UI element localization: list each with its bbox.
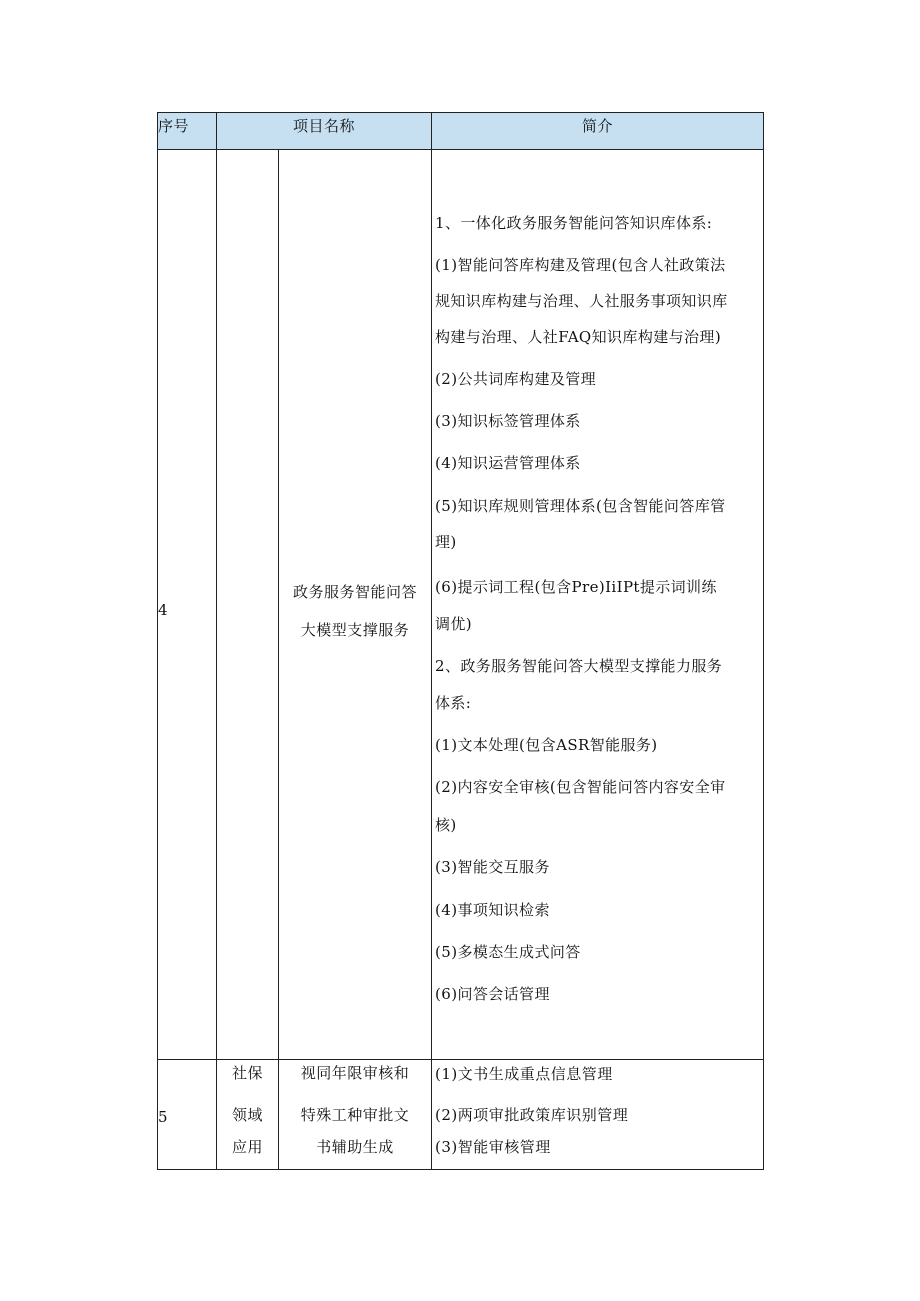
header-name: 项目名称	[292, 117, 355, 135]
intro-line: 理)	[435, 533, 457, 551]
header-intro: 简介	[581, 117, 613, 135]
row-5-category-line: 社保	[231, 1064, 263, 1082]
intro-line: (5)知识库规则管理体系(包含智能问答库管	[435, 497, 726, 515]
intro-line: (4)知识运营管理体系	[435, 454, 581, 472]
header-seq: 序号	[158, 117, 190, 135]
column-divider	[216, 112, 217, 1170]
intro-line: 体系:	[435, 694, 472, 712]
intro-line: 核)	[435, 816, 457, 834]
row-5-name-line: 视同年限审核和	[300, 1064, 410, 1082]
header-bottom-border	[157, 149, 764, 150]
intro-line: 构建与治理、人社FAQ知识库构建与治理)	[435, 328, 722, 346]
intro-line: (6)问答会话管理	[435, 985, 550, 1003]
row-4-name-line: 大模型支撑服务	[300, 621, 410, 639]
row-5-category-line: 应用	[231, 1138, 263, 1156]
intro-line: (1)智能问答库构建及管理(包含人社政策法	[435, 256, 726, 274]
row-5-name-line: 特殊工种审批文	[300, 1106, 410, 1124]
intro-line: 调优)	[435, 615, 473, 633]
row-5-category-line: 领域	[231, 1106, 263, 1124]
intro-line: (6)提示词工程(包含Pre)IiIPt提示词训练	[435, 578, 717, 596]
row-5-seq: 5	[158, 1108, 169, 1126]
intro-line: (5)多模态生成式问答	[435, 943, 581, 961]
row-divider	[157, 1059, 764, 1060]
row-4-seq: 4	[158, 601, 169, 619]
table-bottom-border	[157, 1169, 764, 1170]
intro-line: (3)智能交互服务	[435, 858, 550, 876]
intro-line: (4)事项知识检索	[435, 901, 550, 919]
table-left-border	[157, 112, 158, 1170]
column-divider	[431, 112, 432, 1170]
intro-line: (1)文本处理(包含ASR智能服务)	[435, 736, 658, 754]
row-5-intro-line: (1)文书生成重点信息管理	[435, 1065, 613, 1083]
row-5-intro-line: (2)两项审批政策库识别管理	[435, 1106, 629, 1124]
intro-line: 1、一体化政务服务智能问答知识库体系:	[435, 214, 713, 232]
intro-line: 2、政务服务智能问答大模型支撑能力服务	[435, 657, 723, 675]
table-top-border	[157, 112, 764, 113]
row-5-intro-line: (3)智能审核管理	[435, 1138, 551, 1156]
intro-line: (2)内容安全审核(包含智能问答内容安全审	[435, 778, 726, 796]
row-5-name-line: 书辅助生成	[316, 1138, 394, 1156]
intro-line: (3)知识标签管理体系	[435, 412, 581, 430]
intro-line: (2)公共词库构建及管理	[435, 370, 597, 388]
column-divider	[278, 149, 279, 1170]
table-right-border	[763, 112, 764, 1170]
row-4-name-line: 政务服务智能问答	[292, 583, 417, 601]
intro-line: 规知识库构建与治理、人社服务事项知识库	[435, 292, 728, 310]
